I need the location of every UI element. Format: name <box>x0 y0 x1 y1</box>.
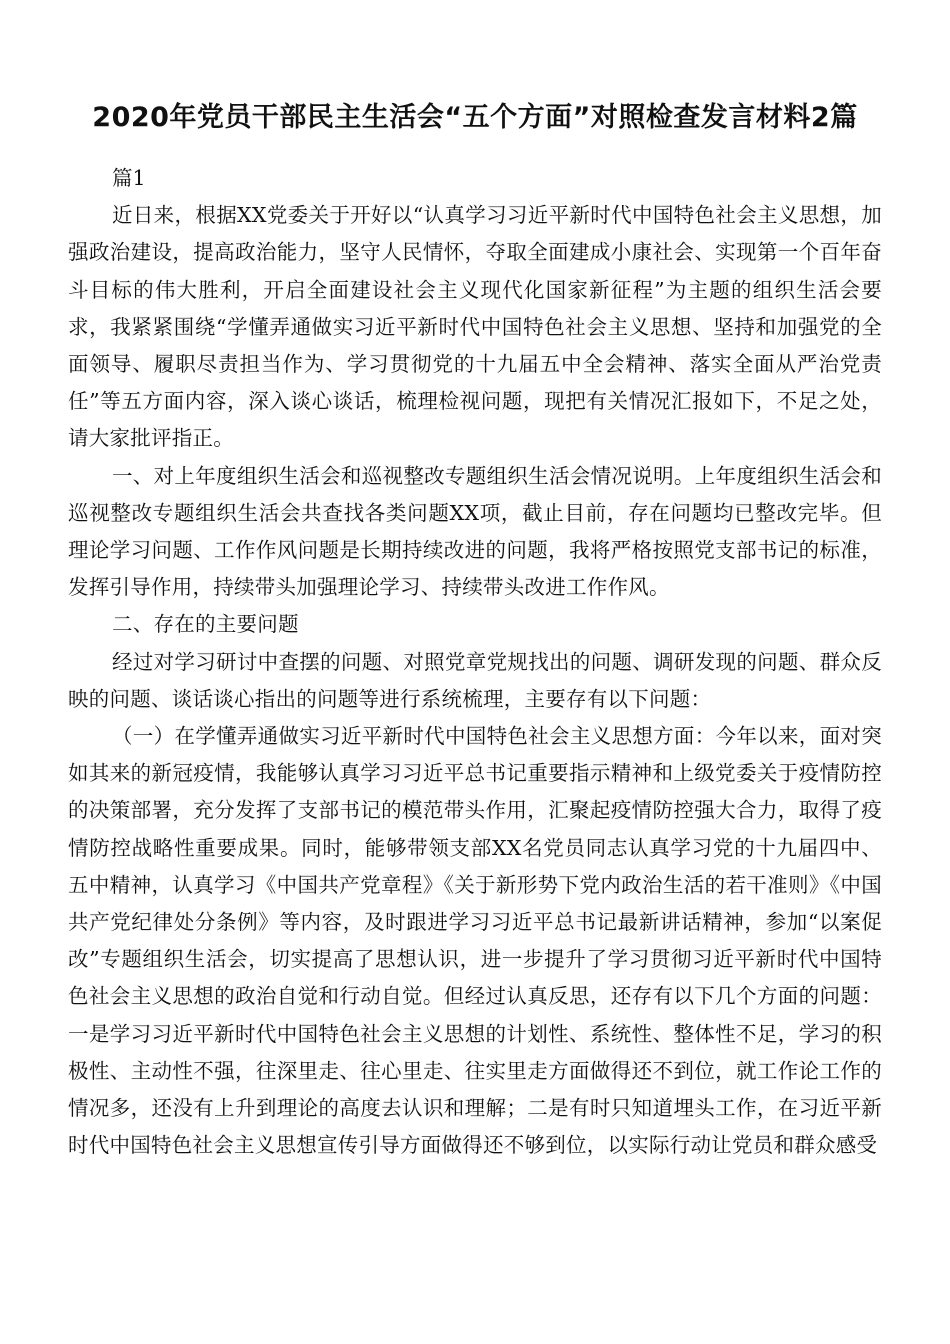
paragraph-intro: 近日来，根据XX党委关于开好以“认真学习习近平新时代中国特色社会主义思想，加强政治建设，提高政治能力，坚守人民情怀，夺取全面建成小康社会、实现第一个百年奋斗目标的伟大胜利，开启全面建设社会主义现代化国家新征程”为主题的组织生活会要求，我紧紧围绕“学懂弄通做实习近平新时代中国特色社会主义思想、坚持和加强党的全面领导、履职尽责担当作为、学习贯彻党的十九届五中全会精神、落实全面从严治党责任”等五方面内容，深入谈心谈话，梳理检视问题，现把有关情况汇报如下，不足之处，请大家批评指正。 <box>68 203 882 451</box>
document-body <box>68 160 882 1164</box>
paragraph-issue-one: （一）在学懂弄通做实习近平新时代中国特色社会主义思想方面：今年以来，面对突如其来的新冠疫情，我能够认真学习习近平总书记重要指示精神和上级党委关于疫情防控的决策部署，充分发挥了支部书记的模范带头作用，汇聚起疫情防控强大合力，取得了疫情防控战略性重要成果。同时，能够带领支部XX名党员同志认真学习党的十九届四中、五中精神，认真学习《中国共产党章程》《关于新形势下党内政治生活的若干准则》《中国共产党纪律处分条例》等内容，及时跟进学习习近平总书记最新讲话精神，参加“以案促改”专题组织生活会，切实提高了思想认识，进一步提升了学习贯彻习近平新时代中国特色社会主义思想的政治自觉和行动自觉。但经过认真反思，还存有以下几个方面的问题：一是学习习近平新时代中国特色社会主义思想的计划性、系统性、整体性不足，学习的积极性、主动性不强，往深里走、往心里走、往实里走方面做得还不到位，就工作论工作的情况多，还没有上升到理论的高度去认识和理解；二是有时只知道埋头工作，在习近平新时代中国特色社会主义思想宣传引导方面做得还不够到位，以实际行动让党员和群众感受 <box>68 724 882 1158</box>
document-title: 2020年党员干部民主生活会“五个方面”对照检查发言材料2篇 <box>92 102 858 133</box>
paragraph-section-one: 一、对上年度组织生活会和巡视整改专题组织生活会情况说明。上年度组织生活会和巡视整改专题组织生活会共查找各类问题XX项，截止目前，存在问题均已整改完毕。但理论学习问题、工作作风问题是长期持续改进的问题，我将严格按照党支部书记的标准，发挥引导作用，持续带头加强理论学习、持续带头改进工作作风。 <box>68 463 882 600</box>
heading-section-two: 二、存在的主要问题 <box>112 612 299 637</box>
section-label: 篇1 <box>112 166 146 190</box>
paragraph-review-summary: 经过对学习研讨中查摆的问题、对照党章党规找出的问题、调研发现的问题、群众反映的问题、谈话谈心指出的问题等进行系统梳理，主要存有以下问题： <box>68 649 882 711</box>
